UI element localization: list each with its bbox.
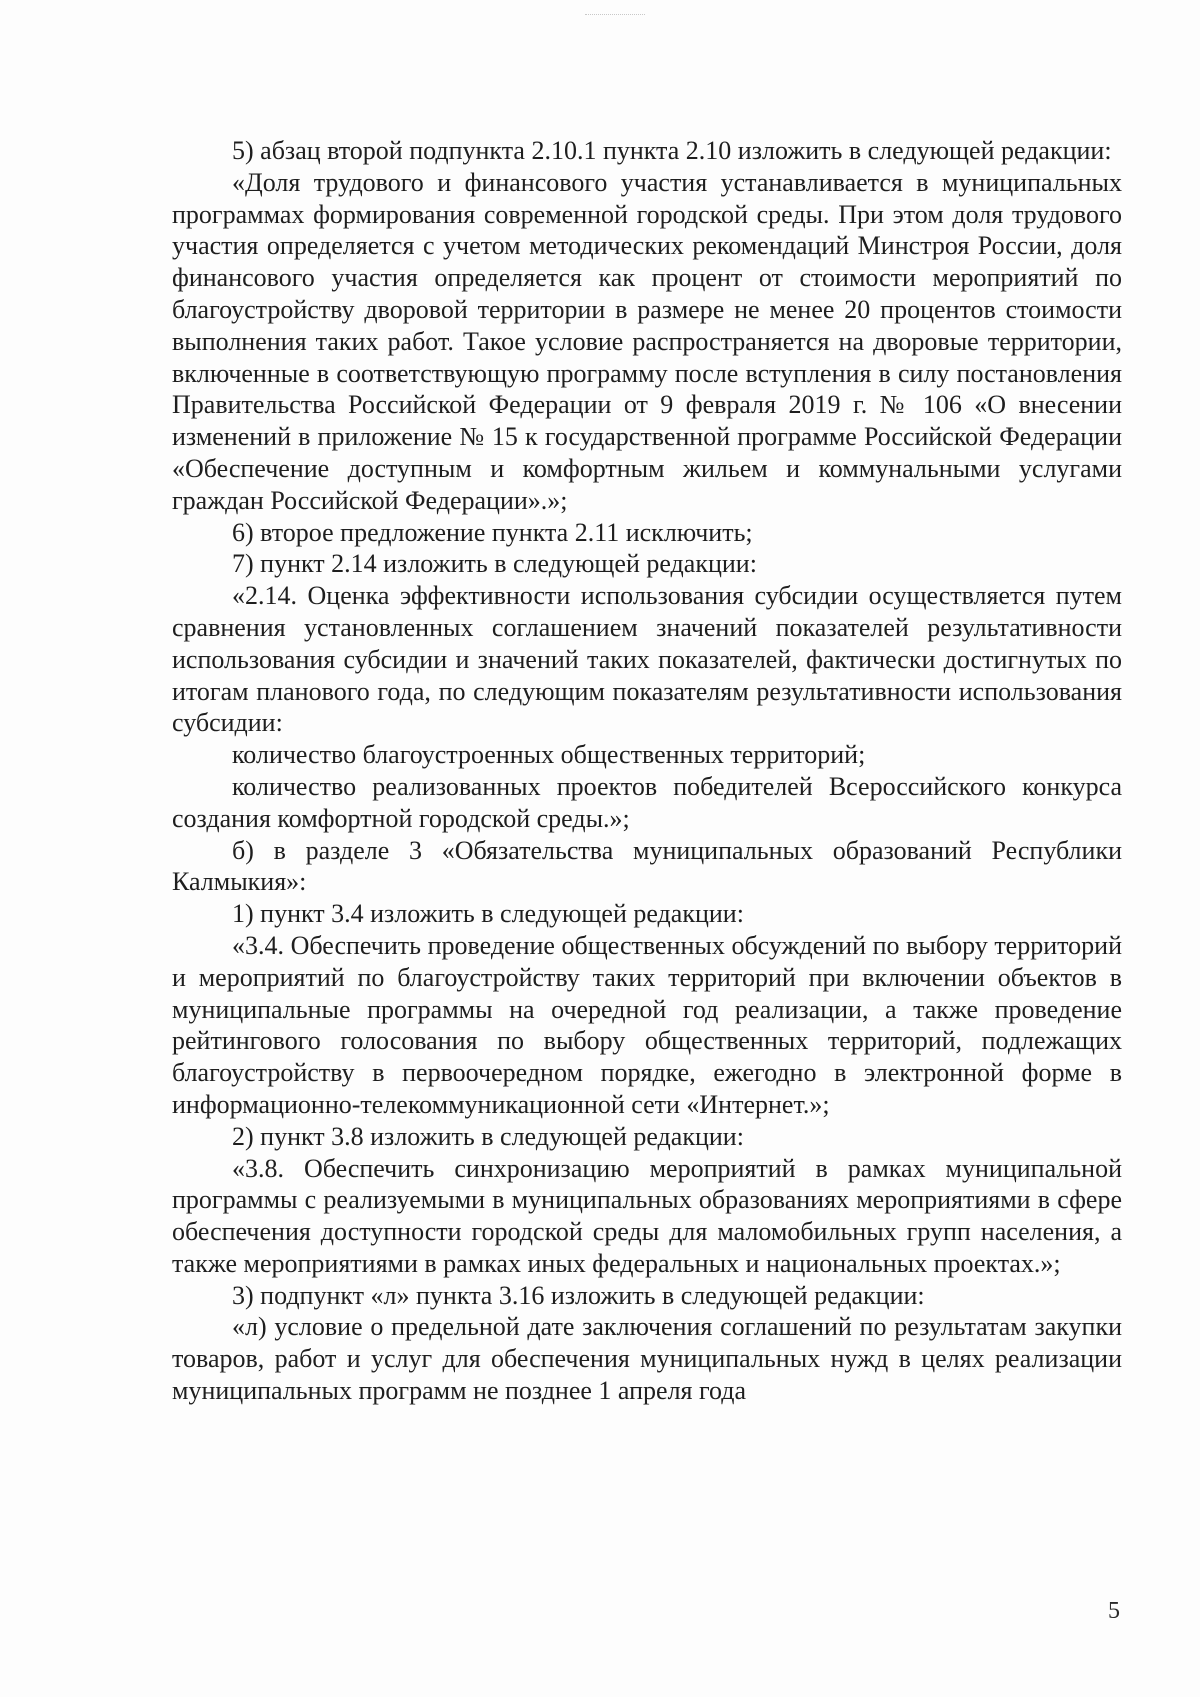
paragraph: 7) пункт 2.14 изложить в следующей редакции: [232, 549, 757, 579]
paragraph: 2) пункт 3.8 изложить в следующей редакции: [232, 1121, 744, 1151]
paragraph: количество благоустроенных общественных территорий; [232, 740, 866, 770]
paragraph: «2.14. Оценка эффективности использования субсидии осуществляется путем сравнения установленных соглашением значений показателей результативности использования субсидии и значений таких показателей, фактически достигнутых по итогам планового года, по следующим показателям результативности использования субсидии: [172, 581, 1122, 738]
paragraph: 5) абзац второй подпункта 2.10.1 пункта 2.10 изложить в следующей редакции: [232, 136, 1112, 165]
scan-artifact [585, 14, 645, 18]
paragraph: 6) второе предложение пункта 2.11 исключить; [232, 517, 753, 547]
paragraph: б) в разделе 3 «Обязательства муниципальных образований Республики Калмыкия»: [172, 835, 1122, 897]
document-body [172, 135, 1122, 1407]
paragraph: «Доля трудового и финансового участия устанавливается в муниципальных программах формирования современной городской среды. При этом доля трудового участия определяется с учетом методических рекомендаций Минстроя России, доля финансового участия определяется как процент от стоимости мероприятий по благоустройству дворовой территории в размере не менее 20 процентов стоимости выполнения таких работ. Такое условие распространяется на дворовые территории, включенные в соответствующую программу после вступления в силу постановления Правительства Российской Федерации от 9 февраля 2019 г. № 106 «О внесении изменений в приложение № 15 к государственной программе Российской Федерации «Обеспечение доступным и комфортным жильем и коммунальными услугами граждан Российской Федерации».»; [172, 167, 1122, 515]
paragraph: количество реализованных проектов победителей Всероссийского конкурса создания комфортной городской среды.»; [172, 771, 1122, 833]
page-number: 5 [1108, 1598, 1120, 1624]
paragraph: «л) условие о предельной дате заключения соглашений по результатам закупки товаров, работ и услуг для обеспечения муниципальных нужд в целях реализации муниципальных программ не позднее 1 апреля года [172, 1312, 1122, 1406]
paragraph: 1) пункт 3.4 изложить в следующей редакции: [232, 899, 744, 929]
paragraph: «3.4. Обеспечить проведение общественных обсуждений по выбору территорий и мероприятий по благоустройству таких территорий при включении объектов в муниципальные программы на очередной год реализации, а также проведение рейтингового голосования по выбору общественных территорий, подлежащих благоустройству в первоочередном порядке, ежегодно в электронной форме в информационно-телекоммуникационной сети «Интернет.»; [172, 930, 1122, 1119]
paragraph: 3) подпункт «л» пункта 3.16 изложить в следующей редакции: [232, 1280, 925, 1310]
paragraph: «3.8. Обеспечить синхронизацию мероприятий в рамках муниципальной программы с реализуемыми в муниципальных образованиях мероприятиями в сфере обеспечения доступности городской среды для маломобильных групп населения, а также мероприятиями в рамках иных федеральных и национальных проектах.»; [172, 1153, 1122, 1278]
